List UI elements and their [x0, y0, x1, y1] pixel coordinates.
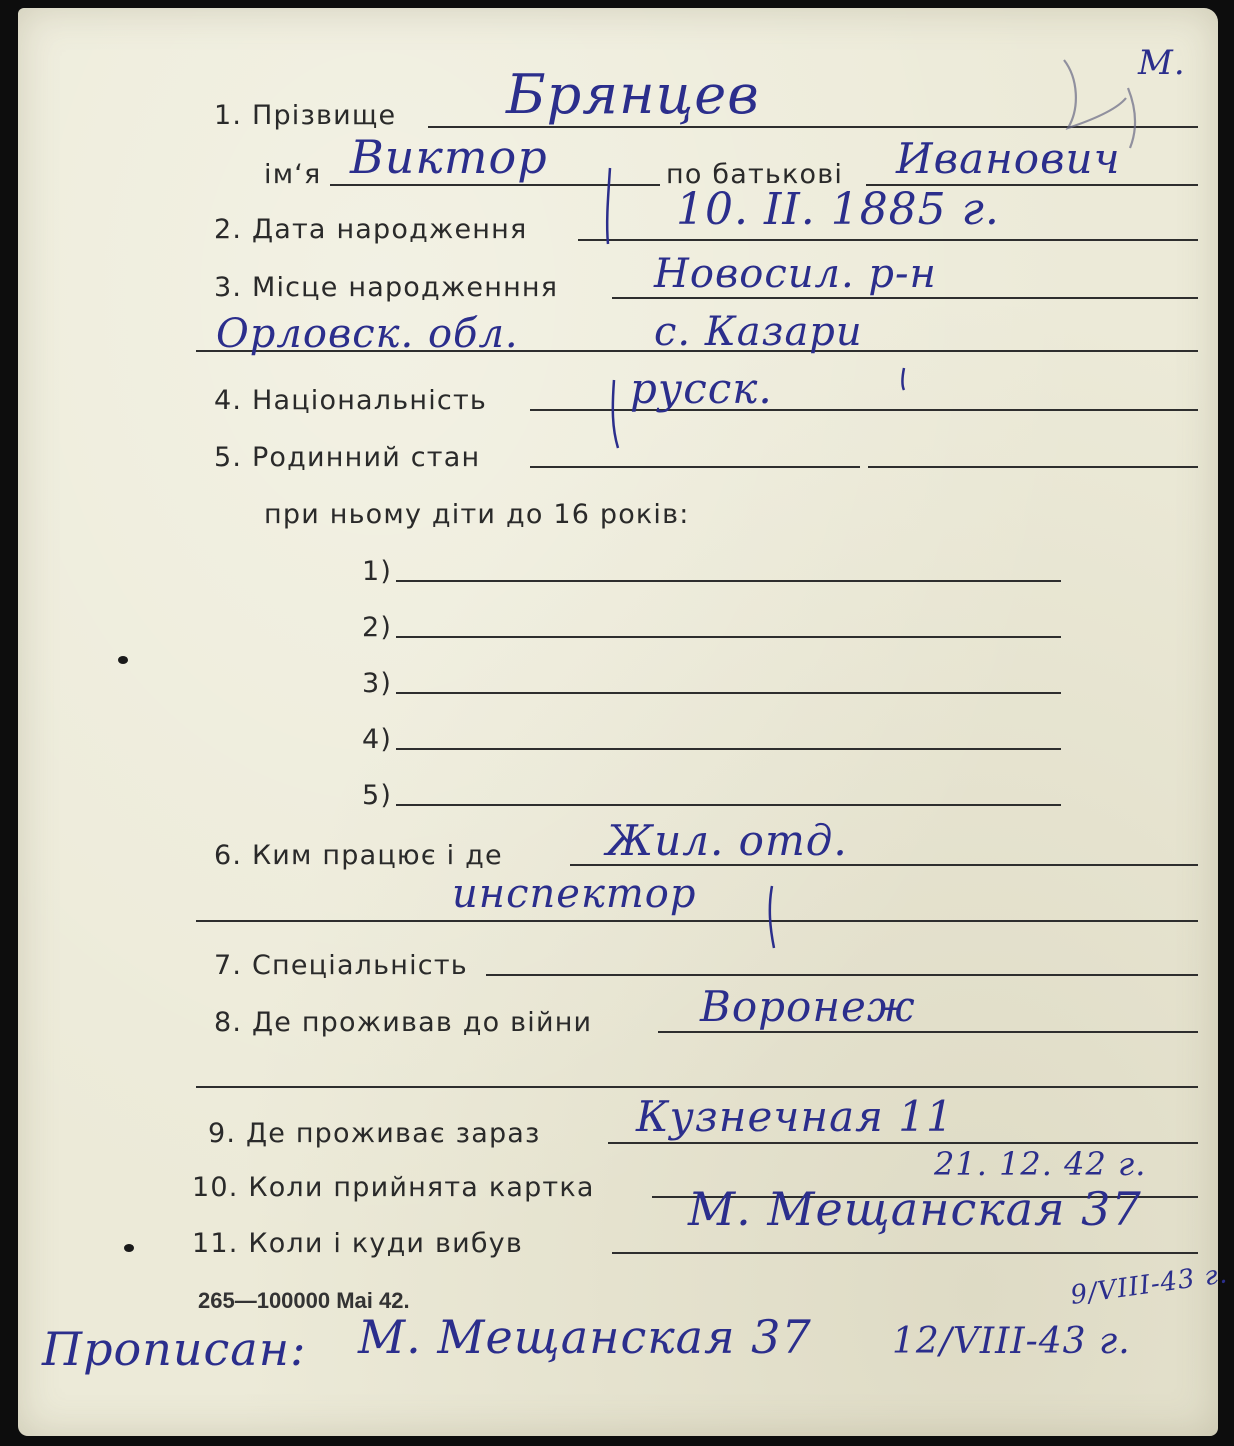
label-card-date: 10. Коли прийнята картка: [192, 1172, 595, 1203]
surname-value: Брянцев: [506, 63, 760, 126]
label-current: 9. Де проживає зараз: [208, 1118, 541, 1149]
nationality-value: русск.: [630, 364, 773, 413]
birth-place-value-3: с. Казари: [654, 309, 863, 355]
prewar-value: Воронеж: [700, 982, 916, 1031]
work-value-1: Жил. отд.: [606, 816, 848, 865]
label-prewar: 8. Де проживав до війни: [214, 1007, 593, 1038]
patronymic-value: Иванович: [896, 134, 1121, 183]
birth-place-value-1: Новосил. р-н: [654, 251, 937, 297]
label-family-status: 5. Родинний стан: [214, 442, 481, 473]
label-patronymic: по батькові: [666, 159, 844, 190]
label-child-1: 1): [362, 556, 393, 587]
birth-place-value-2: Орловск. обл.: [216, 311, 519, 357]
label-specialty: 7. Спеціальність: [214, 950, 468, 981]
current-value: Кузнечная 11: [636, 1092, 954, 1141]
moved-value: М. Мещанская 37: [688, 1182, 1142, 1236]
label-child-4: 4): [362, 724, 393, 755]
work-value-2: инспектор: [452, 871, 697, 917]
registered-label: Прописан:: [42, 1322, 307, 1376]
corner-mark: М.: [1138, 43, 1186, 83]
label-birth-place: 3. Місце народженння: [214, 272, 559, 303]
label-moved: 11. Коли і куди вибув: [192, 1228, 523, 1259]
name-value: Виктор: [350, 130, 548, 184]
label-nationality: 4. Національність: [214, 385, 487, 416]
registered-address: М. Мещанская 37: [358, 1310, 812, 1364]
registration-card: [18, 8, 1230, 1436]
extra-date: 9/VIII-43 г.: [1068, 1259, 1230, 1311]
label-surname: 1. Прізвище: [214, 100, 397, 131]
label-name: ім‘я: [264, 159, 322, 190]
card-date-value: 21. 12. 42 г.: [934, 1145, 1147, 1183]
label-work: 6. Ким працює і де: [214, 840, 503, 871]
label-birth-date: 2. Дата народження: [214, 214, 528, 245]
label-children: при ньому діти до 16 років:: [264, 499, 690, 530]
label-child-5: 5): [362, 780, 393, 811]
label-child-3: 3): [362, 668, 393, 699]
birth-date-value: 10. II. 1885 г.: [676, 184, 1000, 235]
registered-date: 12/VIII-43 г.: [892, 1321, 1131, 1362]
label-child-2: 2): [362, 612, 393, 643]
print-code: 265—100000 Mai 42.: [198, 1288, 410, 1313]
